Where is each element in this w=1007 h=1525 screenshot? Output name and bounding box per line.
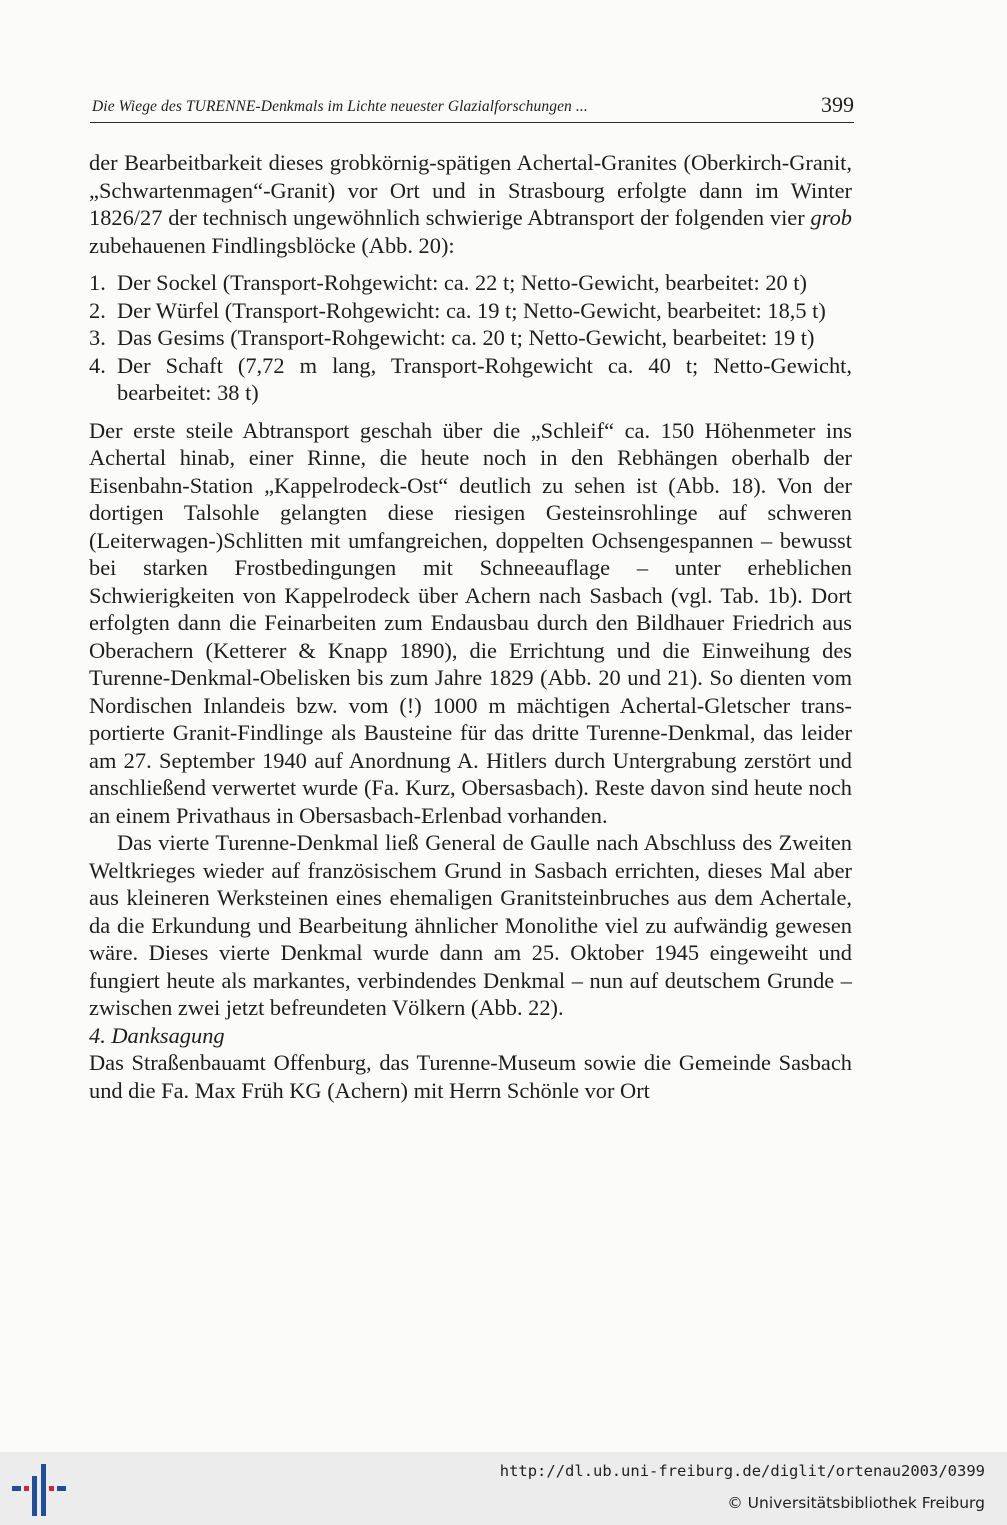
- body-text: [89, 149, 852, 1104]
- list-number: 3.: [89, 325, 106, 350]
- intro-paragraph: [89, 149, 852, 259]
- list-text: Das Gesims (Transport-Rohgewicht: ca. 20 t; Netto-Gewicht, bearbeitet: 19 t): [117, 325, 815, 350]
- paragraph-fourth-monument: Das vierte Turenne-Denkmal ließ General de Gaulle nach Abschluss des Zweiten Weltkrieges wieder auf französischem Grund in Sasbach errichten, dieses Mal aber aus kleineren Werksteinen eines ehemaligen Granitsteinbruches aus dem Achertale, da die Erkundung und Bearbeitung ähnlicher Monolithe viel zu aufwändig gewesen wäre. Dieses vierte Denkmal wurde dann am 25. Oktober 1945 eingeweiht und fungiert heute als markantes, verbindendes Denkmal – nun auf deutschem Grunde – zwischen zwei jetzt befreundeten Völkern (Abb. 22).: [89, 830, 852, 1020]
- running-title: Die Wiege des TURENNE-Denkmals im Lichte neuester Glazialforschungen ...: [92, 98, 588, 115]
- section-heading: 4. Danksagung: [89, 1022, 225, 1048]
- permalink-link[interactable]: http://dl.ub.uni-freiburg.de/diglit/ortenau2003/0399: [499, 1462, 985, 1480]
- viewer-footer: [0, 1452, 1007, 1525]
- list-text: Der Schaft (7,72 m lang, Transport-Rohgewicht ca. 40 t; Netto-Gewicht, bearbeitet: 38 t): [117, 352, 852, 405]
- list-number: 4.: [89, 352, 106, 378]
- intro-text-start: der Bearbeitbarkeit dieses grobkörnig-spätigen Achertal-Granites (Oberkirch-Granit, „Schwartenmagen“-Granit) vor Ort und in Strasbourg erfolgte dann im Winter 1826/27 der technisch ungewöhnlich schwierige Abtransport der folgenden vier: [89, 150, 852, 230]
- list-item: [89, 297, 852, 325]
- list-number: 1.: [89, 270, 106, 295]
- copyright-notice: © Universitätsbibliothek Freiburg: [727, 1494, 985, 1512]
- list-item: [89, 269, 852, 297]
- list-number: 2.: [89, 297, 106, 323]
- ub-freiburg-logo-icon: [12, 1464, 66, 1516]
- list-item: [89, 352, 852, 407]
- paragraph-transport: Der erste steile Abtransport geschah über die „Schleif“ ca. 150 Höhenmeter ins Achertal hinab, einer Rinne, die heute noch in den Rebhängen oberhalb der Eisenbahn-Station „Kappelrodeck-Ost“ deutlich zu sehen ist (Abb. 18). Von der dortigen Talsohle gelangten diese riesigen Gesteinsrohlinge auf schweren (Leiterwagen-)Schlitten mit umfangreichen, doppelten Ochsengespannen – bewusst bei starken Frostbedingungen mit Schneeauflage – unter erheblichen Schwierigkeiten von Kappelrodeck über Achern nach Sasbach (vgl. Tab. 1b). Dort erfolgten dann die Feinarbeiten zum Endausbau durch den Bildhauer Friedrich aus Oberachern (Ketterer & Knapp 1890), die Errichtung und die Einweihung des Turenne-Denkmal-Obelisken bis zum Jahre 1829 (Abb. 20 und 21). So dienten vom Nordischen Inlandeis bzw. vom (!) 1000 m mächtigen Achertal-Gletscher transportierte Granit-Findlinge als Bausteine für das dritte Turenne-Denkmal, das leider am 27. September 1940 auf Anordnung A. Hitlers durch Untergrabung zerstört und anschließend verwertet wurde (Fa. Kurz, Obersasbach). Reste davon sind heute noch an einem Privathaus in Obersasbach-Erlenbad vorhanden.: [89, 417, 852, 828]
- list-item: [89, 324, 852, 352]
- page-number: 399: [821, 92, 854, 117]
- paragraph-acknowledgements: Das Straßenbauamt Offenburg, das Turenne-Museum sowie die Gemeinde Sasbach und die Fa. Max Früh KG (Achern) mit Herrn Schönle vor Ort: [89, 1050, 852, 1103]
- list-text: Der Würfel (Transport-Rohgewicht: ca. 19 t; Netto-Gewicht, bearbeitet: 18,5 t): [117, 297, 826, 323]
- running-head: [90, 92, 854, 123]
- intro-text-end: zubehauenen Findlingsblöcke (Abb. 20):: [89, 232, 455, 258]
- list-text: Der Sockel (Transport-Rohgewicht: ca. 22 t; Netto-Gewicht, bearbeitet: 20 t): [117, 270, 807, 295]
- intro-emphasis: grob: [810, 205, 852, 230]
- block-list: [89, 269, 852, 407]
